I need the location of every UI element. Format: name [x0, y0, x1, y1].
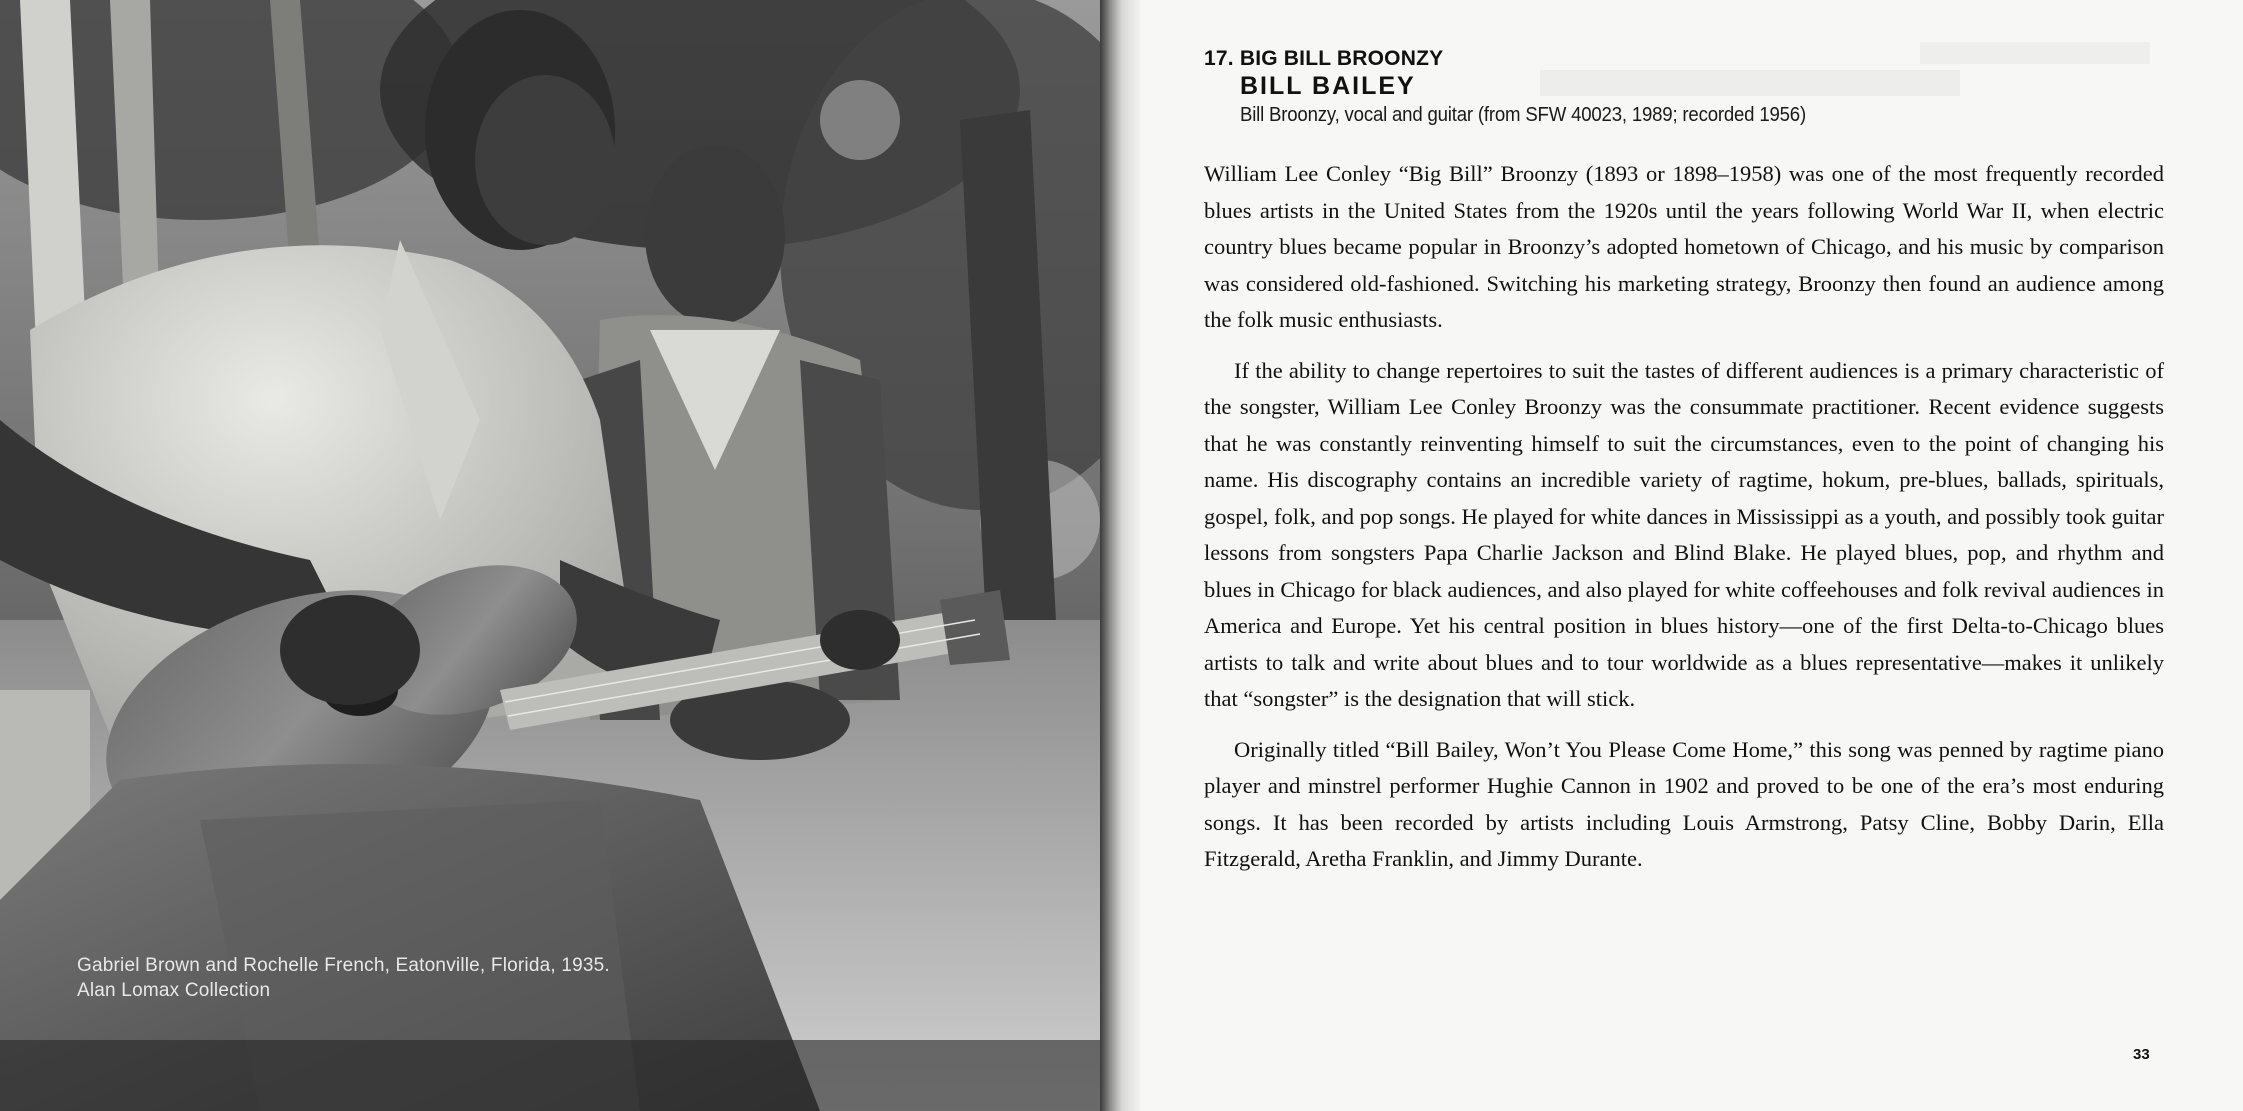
track-number-artist: 17. BIG BILL BROONZY	[1204, 47, 1444, 70]
black-and-white-photograph	[0, 0, 1112, 1111]
show-through-ghost	[1920, 42, 2150, 64]
text-page	[1140, 0, 2243, 1111]
paragraph: If the ability to change repertoires to suit the tastes of different audiences is a primary characteristic of the songster, William Lee Conley Broonzy was the consummate practitioner. Recent evidence suggests that he was constantly reinventing himself to suit the circumstances, even to the point of changing his name. His discography contains an incredible variety of ragtime, hokum, pre-blues, ballads, spirituals, gospel, folk, and pop songs. He played for white dances in Mississippi as a youth, and possibly took guitar lessons from songsters Papa Charlie Jackson and Blind Blake. He played blues, pop, and rhythm and blues in Chicago for black audiences, and also played for white coffeehouses and folk revival audiences in America and Europe. Yet his central position in blues history—one of the first Delta-to-Chicago blues artists to talk and write about blues and to tour worldwide as a blues representative—makes it unlikely that “songster” is the designation that will stick.	[1204, 357, 2164, 711]
show-through-ghost	[1540, 70, 1960, 96]
paragraph: Originally titled “Bill Bailey, Won’t You Please Come Home,” this song was penned by ragtime piano player and minstrel performer Hughie Cannon in 1902 and proved to be one of the era’s most enduring songs. It has been recorded by artists including Louis Armstrong, Patsy Cline, Bobby Darin, Ella Fitzgerald, Aretha Franklin, and Jimmy Durante.	[1204, 736, 2164, 871]
song-title: BILL BAILEY	[1240, 72, 1416, 100]
track-credits: Bill Broonzy, vocal and guitar (from SFW 40023, 1989; recorded 1956)	[1240, 104, 1806, 126]
photo-caption-line: Gabriel Brown and Rochelle French, Eatonville, Florida, 1935.	[77, 955, 610, 976]
photograph-page	[0, 0, 1112, 1111]
photo-credit: Alan Lomax Collection	[77, 980, 271, 1001]
page-gutter	[1100, 0, 1140, 1111]
page-number: 33	[2133, 1046, 2150, 1063]
liner-notes-body	[1204, 156, 2164, 892]
paragraph: William Lee Conley “Big Bill” Broonzy (1893 or 1898–1958) was one of the most frequently recorded blues artists in the United States from the 1920s until the years following World War II, when electric country blues became popular in Broonzy’s adopted hometown of Chicago, and his music by comparison was considered old-fashioned. Switching his marketing strategy, Broonzy then found an audience among the folk music enthusiasts.	[1204, 161, 2164, 332]
photo-caption	[77, 953, 610, 1003]
